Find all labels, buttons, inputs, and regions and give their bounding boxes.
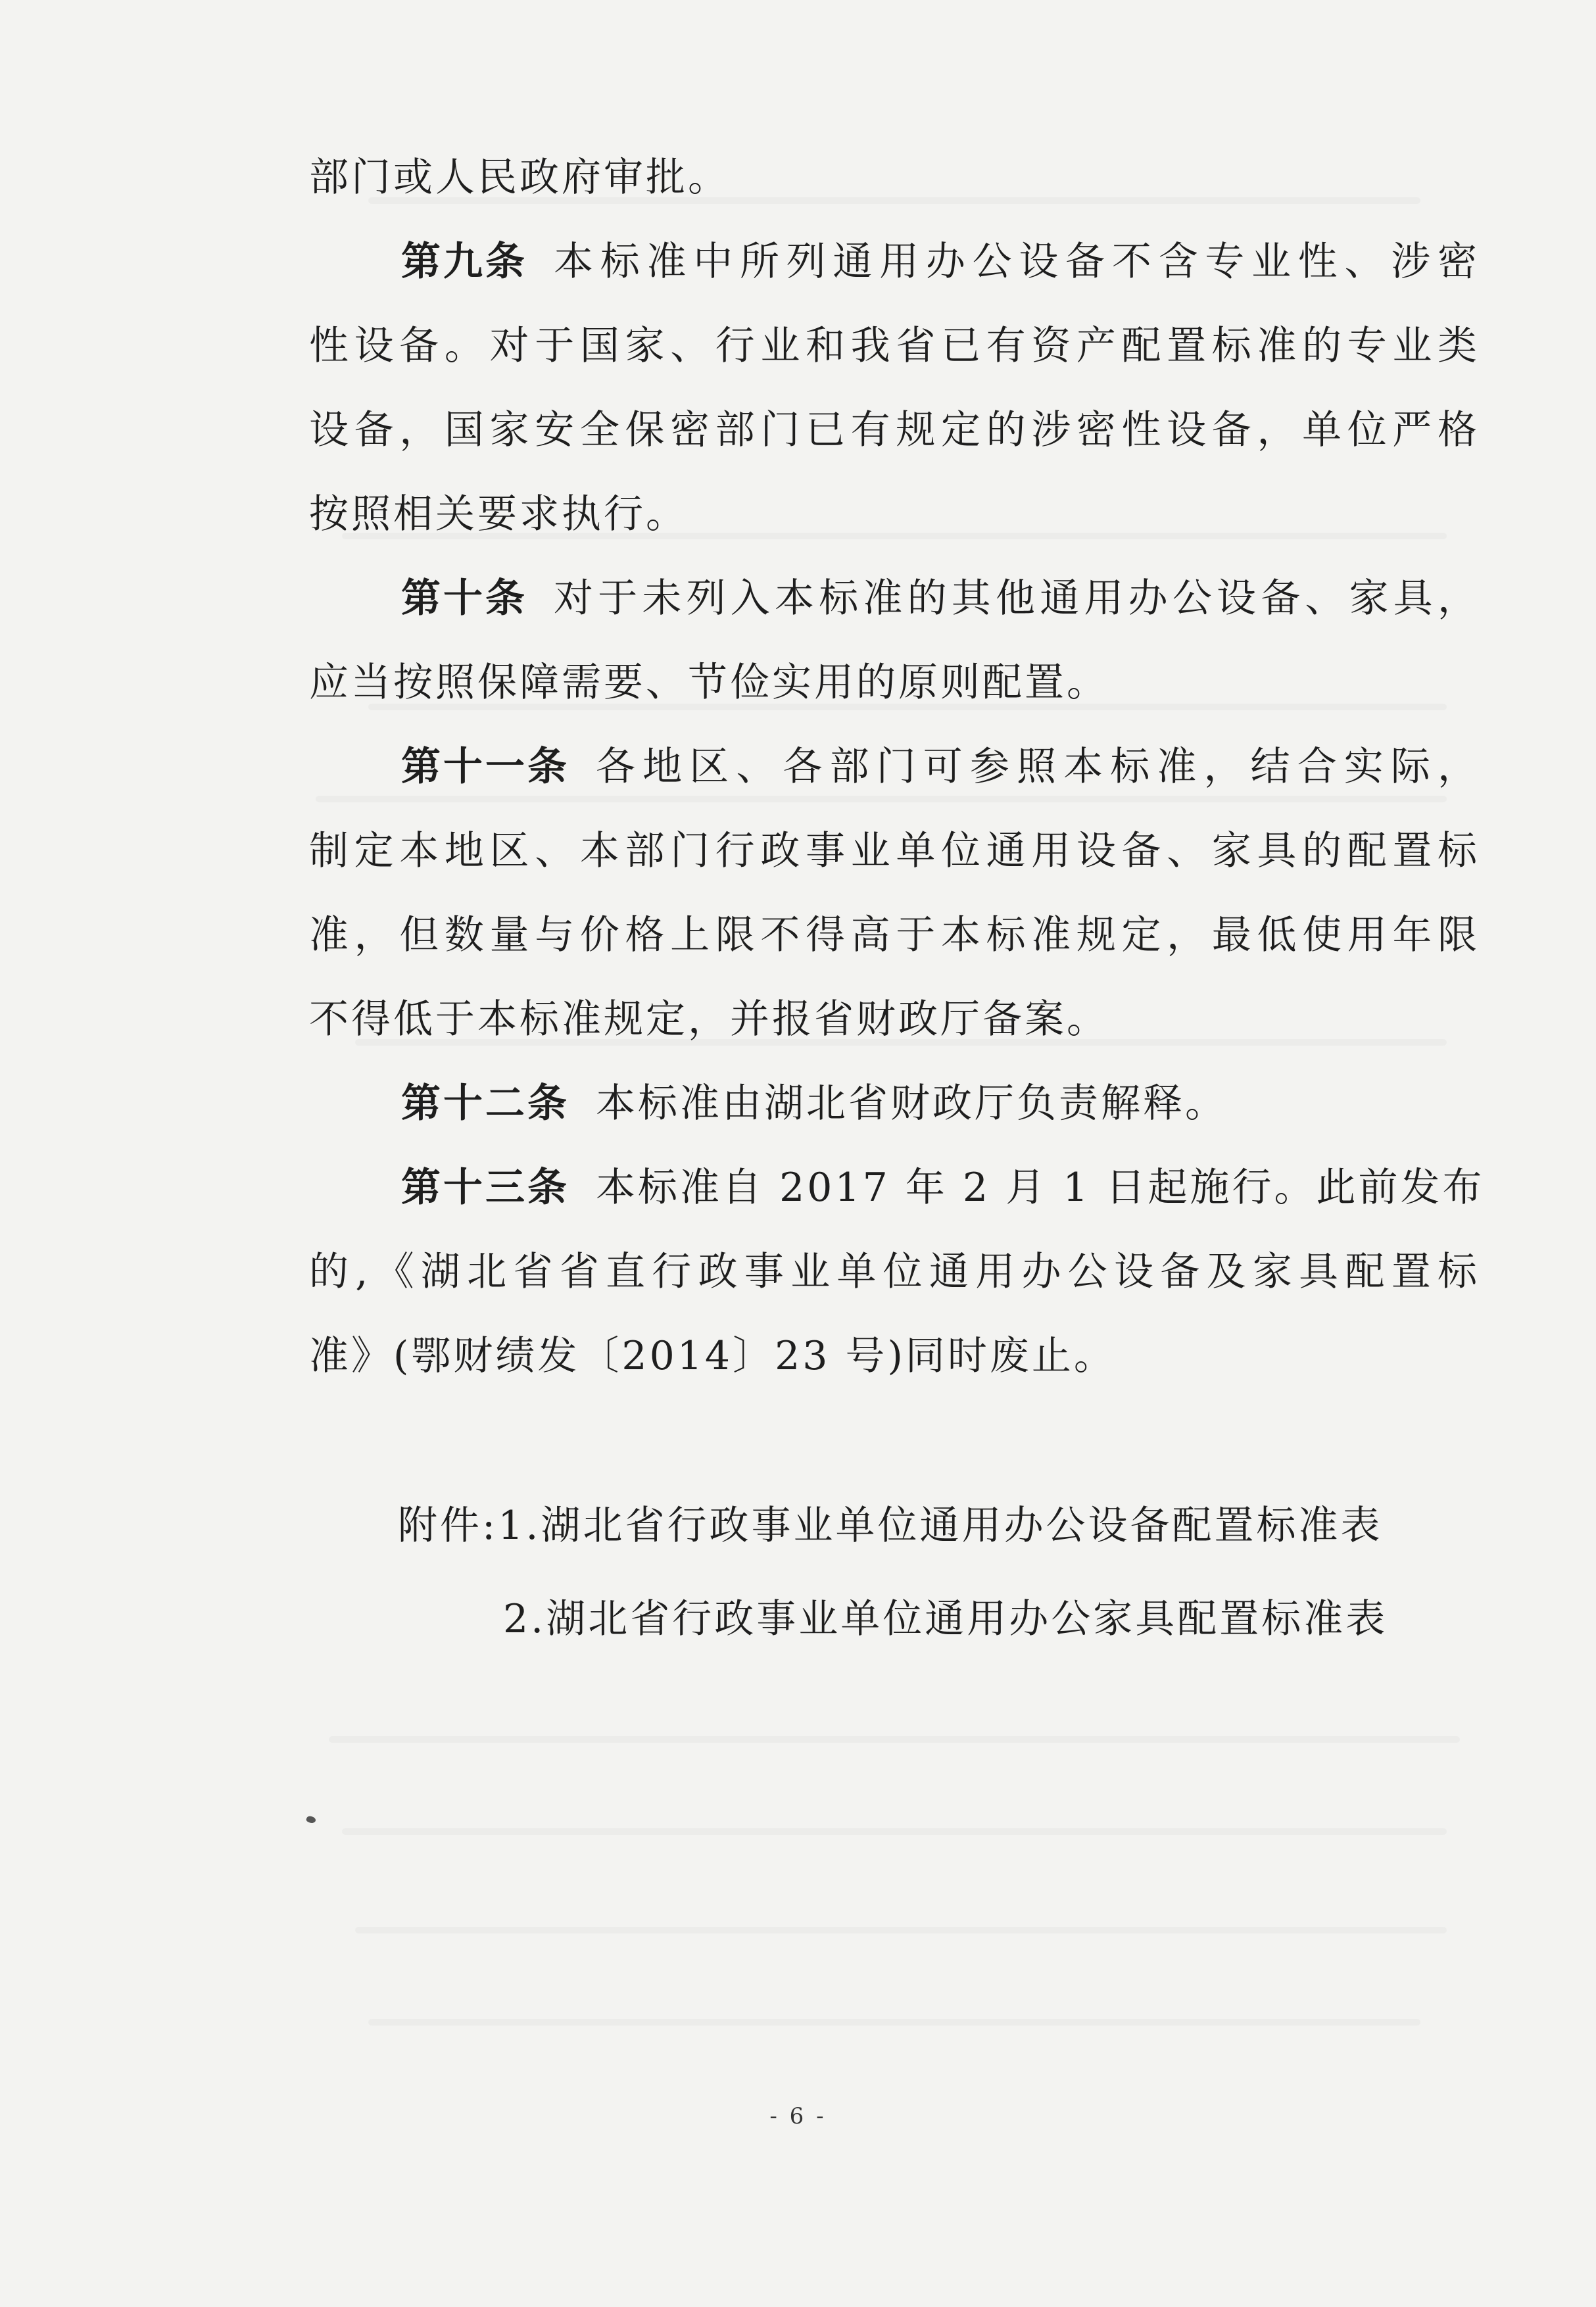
article-13-line-3 [309,1330,1116,1382]
article-12-line-1 [401,1077,1227,1130]
article-10-line-2 [309,656,1109,709]
text-line: 本标准自 2017 年 2 月 1 日起施行。此前发布 [596,1165,1485,1211]
text-line: 设备，国家安全保密部门已有规定的涉密性设备，单位严格 [309,407,1480,453]
article-11-line-2 [309,825,1480,877]
article-9-heading: 第九条 [401,239,527,285]
text-line: 性设备。对于国家、行业和我省已有资产配置标准的专业类 [309,323,1480,369]
attachment-item: 1.湖北省行政事业单位通用办公设备配置标准表 [498,1503,1383,1549]
article-11-line-1 [309,741,1480,793]
article-13-line-2 [309,1246,1480,1298]
attachment-item: 2.湖北省行政事业单位通用办公家具配置标准表 [503,1596,1388,1642]
article-9-line-4 [309,488,688,541]
text-line: 各地区、各部门可参照本标准，结合实际， [596,744,1480,790]
article-13-line-1 [309,1161,1485,1214]
text-line: 准，但数量与价格上限不得高于本标准规定，最低使用年限 [309,912,1480,958]
text-line: 本标准由湖北省财政厅负责解释。 [596,1081,1227,1127]
article-12-heading: 第十二条 [401,1081,569,1127]
page-number: - 6 - [769,2103,827,2129]
attachments-line-2 [503,1593,1388,1645]
article-11-heading: 第十一条 [401,744,569,790]
text-line: 按照相关要求执行。 [309,491,688,537]
text-line: 应当按照保障需要、节俭实用的原则配置。 [309,660,1109,706]
attachments-line-1 [398,1499,1382,1552]
text-line: 准》(鄂财绩发〔2014〕23 号)同时废止。 [309,1333,1116,1379]
article-9-line-3 [309,404,1480,456]
text-line: 本标准中所列通用办公设备不含专业性、涉密 [554,239,1480,285]
text-line: 制定本地区、本部门行政事业单位通用设备、家具的配置标 [309,828,1480,874]
text-line: 部门或人民政府审批。 [309,155,730,201]
text-line: 不得低于本标准规定，并报省财政厅备案。 [309,996,1109,1042]
text-line: 对于未列入本标准的其他通用办公设备、家具， [554,575,1480,621]
article-9-line-2 [309,320,1480,372]
attachments-label: 附件: [398,1503,498,1549]
article-9-line-1 [309,235,1480,288]
article-11-line-4 [309,993,1109,1046]
paper-speck [306,1815,317,1825]
article-10-heading: 第十条 [401,575,527,621]
text-line: 的,《湖北省省直行政事业单位通用办公设备及家具配置标 [309,1249,1480,1295]
article-10-line-1 [309,572,1480,625]
article-11-line-3 [309,909,1480,961]
article-13-heading: 第十三条 [401,1165,569,1211]
paragraph-continuation [309,151,730,204]
